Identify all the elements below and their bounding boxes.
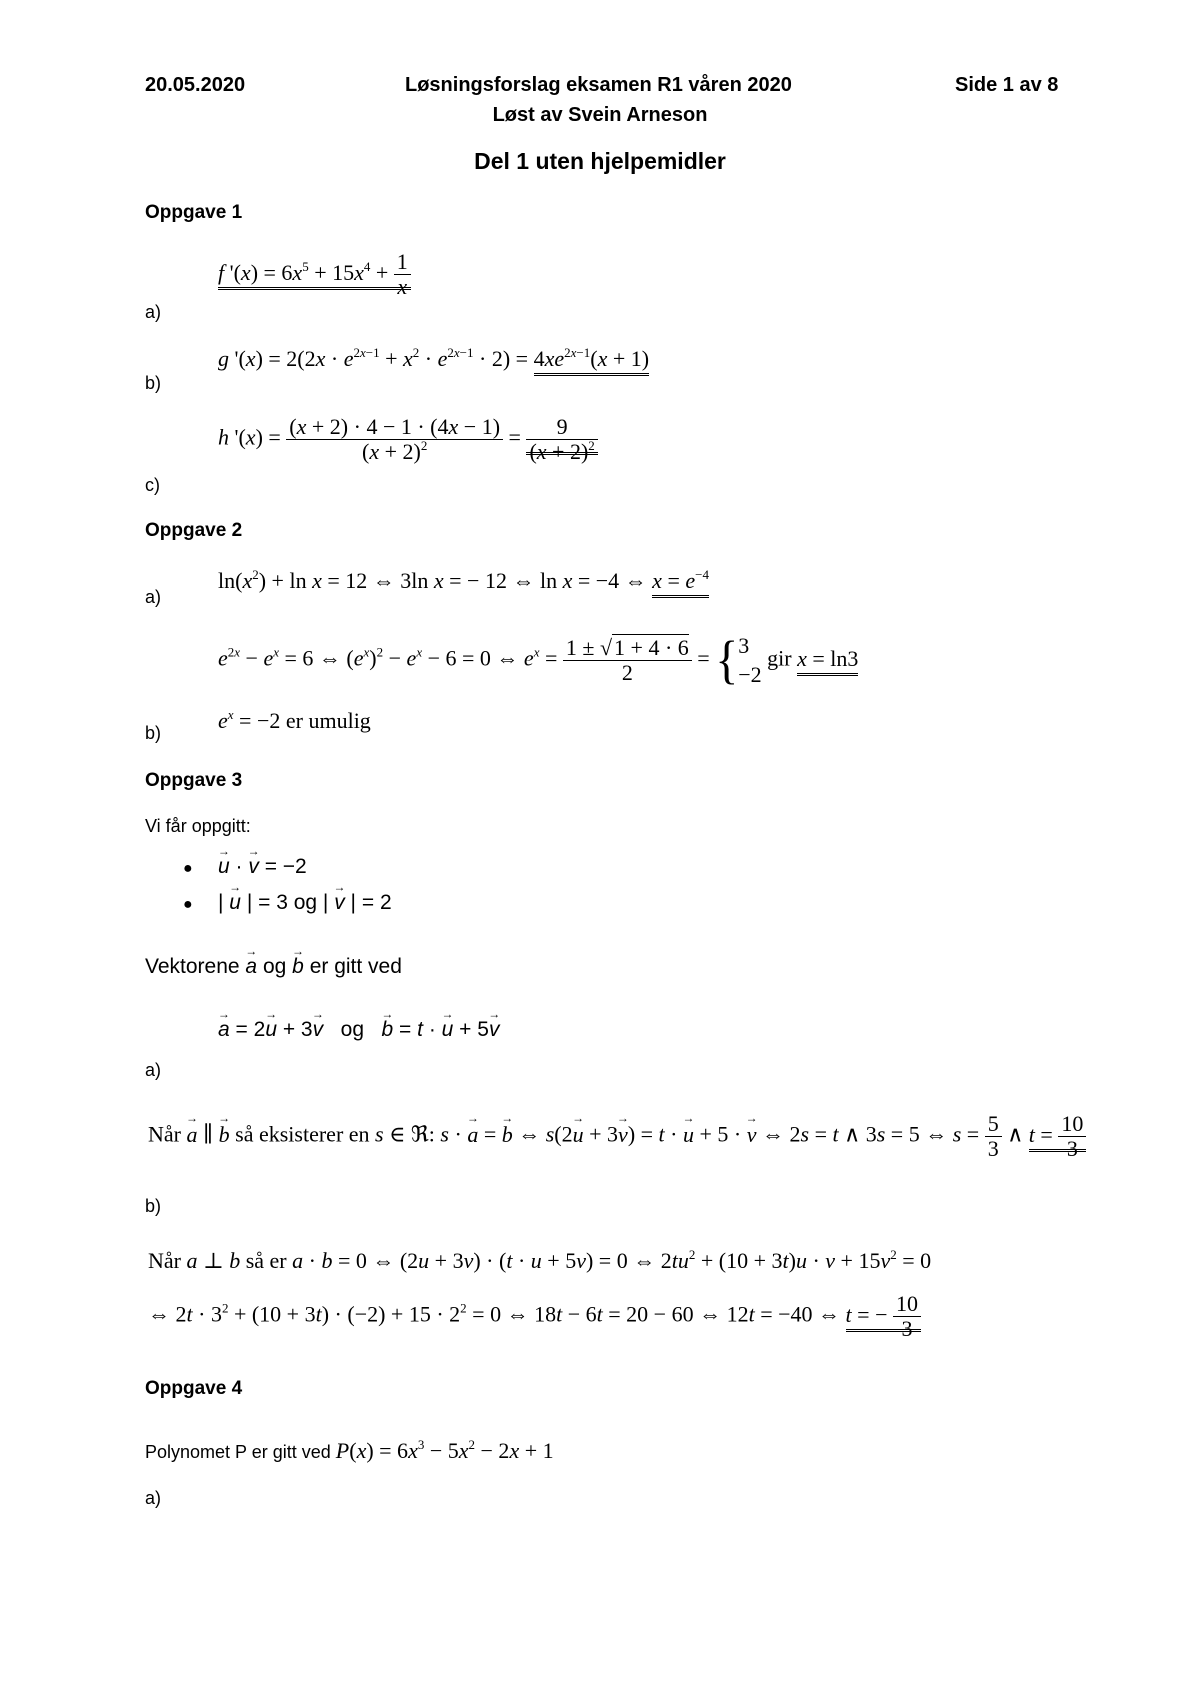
task3-a-label: a) <box>145 1060 162 1080</box>
task3-og-2: og <box>262 955 287 978</box>
task2-b-formula2: $e^x = -2$ er umulig <box>218 707 371 733</box>
task1-a-label: a) <box>145 302 162 322</box>
task3-b-formula: Når a ⊥ b så er a · b = 0 ⇔ (2u + 3v) · (t · u + 5v) = 0 ⇔ $2tu^2 + (10 + 3t)u \cdot v + 15v^2 = 0$ <box>148 1247 932 1273</box>
task4-heading: Oppgave 4 <box>145 1378 243 1399</box>
header-title: Løsningsforslag eksamen R1 våren 2020 <box>405 74 792 96</box>
task1-a-formula: f '$(x) = 6x^5 + 15x^4$ + $\frac{1}{x}$ <box>218 250 411 299</box>
task3-b-nar: Når <box>148 1248 181 1273</box>
task3-vectors-tail: er gitt ved <box>309 955 402 978</box>
task4-a-label: a) <box>145 1488 162 1508</box>
header-author: Løst av Svein Arneson <box>492 104 708 126</box>
task3-b-label: b) <box>145 1196 162 1216</box>
bullet-2: ● <box>183 896 193 913</box>
task2-b-umulig: er umulig <box>285 708 371 733</box>
task3-a-nar: Når <box>148 1121 181 1147</box>
task1-heading: Oppgave 1 <box>145 202 243 223</box>
task3-given-lengths: | → u | = 3 og | → v | = 2 <box>218 891 392 915</box>
task3-vectors-sentence: Vektorene → a og → b er gitt ved <box>145 955 402 979</box>
task3-given-dot: → u · → v = −2 <box>218 855 307 879</box>
task4-formula: $P(x) = 6x^3 - 5x^2 - 2x + 1$ <box>335 1437 554 1463</box>
task2-b-gir: gir <box>767 645 792 671</box>
task3-vectors-text: Vektorene <box>145 955 240 978</box>
task3-heading: Oppgave 3 <box>145 770 243 791</box>
task3-b-formula2: ⇔ $2t \cdot 3^2 + (10 + 3t) \cdot (-2) + 15 \cdot 2^2 = 0$ ⇔ 18t − 6t = 20 − 60 ⇔ 12t = −40 ⇔ t = − $\frac{10}{3}$ <box>148 1292 921 1341</box>
task2-a-formula: $\ln(x^2) + \ln x = 12$ ⇔ 3ln x = − 12 ⇔ ln x = −4 ⇔ $x = e^{-4}$ <box>218 568 709 594</box>
task2-b-formula: $e^{2x} - e^x = 6$ ⇔ $(e^x)^2 - e^x - 6 = 0$ ⇔ $e^x$ = $\frac{1 \pm √1 + 4 \cdot 6}{2}$ = {3 −2 gir x = ln3 <box>218 630 859 690</box>
task3-a-formula: Når → a ∥ → b så eksisterer en s ∈ ℜ: s · → a = → b ⇔ s(2→ u + 3→ v) = t · → u + 5 · → v ⇔ 2s = t ∧ 3s = 5 ⇔ s = $\frac{5}{3}$ ∧ t = $\frac{10}{3}$ <box>148 1112 1086 1161</box>
task2-a-label: a) <box>145 587 162 607</box>
task4-intro: Polynomet P er gitt ved <box>145 1442 331 1462</box>
header-date: 20.05.2020 <box>145 74 246 96</box>
task3-og-1: og <box>293 891 318 914</box>
task3-b-sa: så er <box>245 1248 287 1273</box>
task2-b-label: b) <box>145 723 162 743</box>
task1-c-label: c) <box>145 475 160 495</box>
task1-c-formula: h '(x) = $\frac{(x + 2) \cdot 4 - 1 \cdot (4x - 1)}{(x + 2)^2}$ = $\frac{9}{(x + 2)^2}$ <box>218 415 598 464</box>
task3-a-sa: så eksisterer en <box>235 1121 370 1147</box>
task3-vector-defs: → a = 2→ u + 3→ v og → b = t · → u + 5→ v <box>218 1018 499 1042</box>
header-page: Side 1 av 8 <box>955 74 1059 96</box>
bullet-1: ● <box>183 860 193 877</box>
task3-intro: Vi får oppgitt: <box>145 816 251 836</box>
task2-heading: Oppgave 2 <box>145 520 243 541</box>
part-title: Del 1 uten hjelpemidler <box>474 148 726 174</box>
task4-intro-line <box>145 1438 554 1464</box>
task1-b-formula: g '$(x) = 2(2x \cdot e^{2x-1} + x^2 \cdot e^{2x-1} \cdot 2) = 4xe^{2x-1}(x + 1)$ <box>218 346 649 372</box>
task1-b-label: b) <box>145 373 162 393</box>
task3-og-3: og <box>340 1018 364 1041</box>
